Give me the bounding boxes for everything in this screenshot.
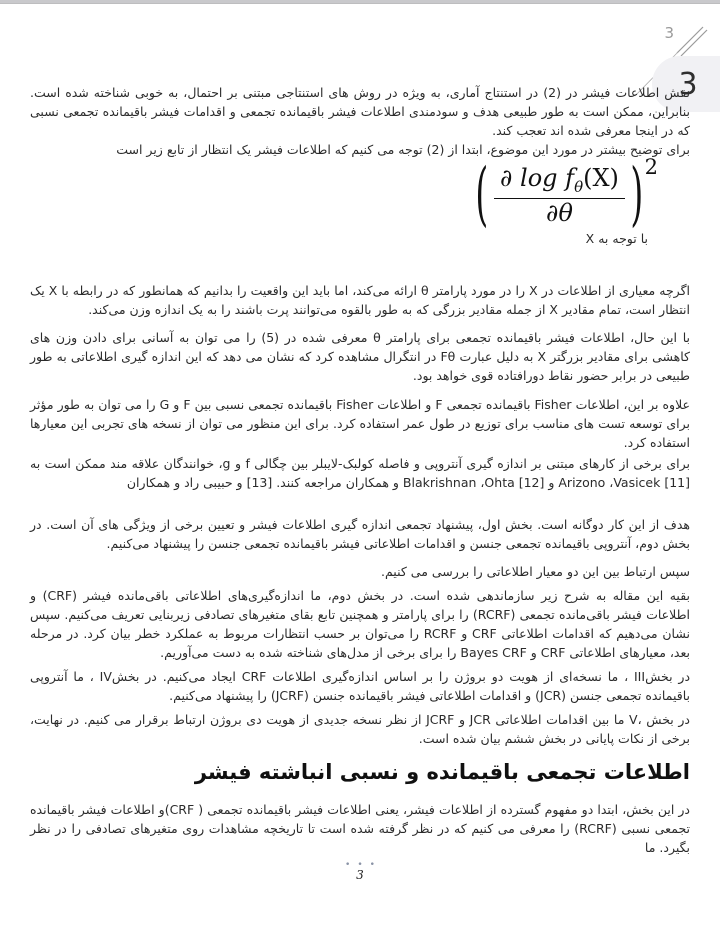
paragraph: در این بخش، ابتدا دو مفهوم گسترده از اطلاعات فیشر، یعنی اطلاعات فیشر باقیمانده تجمعی ( CRF)و اطلاعات فیشر باقیمانده تجمعی نسبی (RCRF) را معرفی می کنیم که در نظر گرفته شده است تا تاریخچه مشاهدات روی متغیرهای تصادفی را در نظر بگیرد. ما: [30, 802, 690, 855]
math-formula: [30, 154, 690, 237]
page-footer: [30, 861, 690, 882]
footer-page-number: 3: [356, 868, 364, 882]
fisher-score-squared-formula: [475, 154, 658, 237]
paragraph: در بخشIII ، ما نسخه‌ای از هویت دو بروژن را بر اساس اندازه‌گیری اطلاعات CRF ایجاد می‌کنیم. در بخشIV ، ما آنتروپی باقیمانده تجمعی جنسن (JCR) و اقدامات اطلاعاتی فیشر باقیمانده جنسن (JCRF) را پیشنهاد می‌کنیم.: [30, 669, 691, 703]
close-paren: ): [630, 155, 644, 237]
paragraph: با این حال، اطلاعات فیشر باقیمانده تجمعی برای پارامتر θ معرفی شده در (5) را می توان به آسانی برای دادن وزن های کاهشی برای مقادیر بزرگتر X به دلیل عبارت Fθ در انتگرال مشاهده کرد که نشان می دهد که این اندازه گیری اطلاعاتی به طور طبیعی در برابر حضور نقاط دورافتاده قوی خواهد بود.: [30, 330, 690, 383]
paragraph: برای توضیح بیشتر در مورد این موضوع، ابتدا از (2) توجه می کنیم که اطلاعات فیشر یک انتظار از تابع زیر است: [116, 142, 690, 157]
corner-page-number: 3: [664, 24, 674, 42]
paragraph: بقیه این مقاله به شرح زیر سازماندهی شده است. در بخش دوم، ما اندازه‌گیری‌های اطلاعاتی باقی‌مانده فیشر (CRF) و اطلاعات فیشر باقی‌مانده تجمعی (RCRF) را برای پارامتر و همچنین تابع بقای متغیرهای تصادفی زیربنایی تعریف می‌کنیم. سپس نشان می‌دهیم که اقدامات اطلاعاتی CRF و RCRF را می‌توان بر حسب انتظارات مربوط به عملکرد خطر بیان کرد. در مرحله بعد، معیارهای اطلاعاتی CRF و Bayes CRF را برای برخی از مدل‌های شناخته شده به دست می‌آوریم.: [30, 588, 691, 660]
exponent: 2: [644, 154, 658, 179]
paragraph: هدف از این کار دوگانه است. بخش اول، پیشنهاد تجمعی اندازه گیری اطلاعات فیشر و تعیین برخی از ویژگی های آن است. در بخش دوم، آنتروپی باقیمانده تجمعی جنسن و اقدامات اطلاعاتی فیشر باقیمانده تجمعی جنسن را پیشنهاد می‌کنیم.: [30, 517, 690, 551]
paragraph: در بخش ،V ما بین اقدامات اطلاعاتی JCR و JCRF از نظر نسخه جدیدی از هویت دی بروژن ارتباط برقرار می کنیم. در نهایت، برخی از نکات پایانی در بخش ششم بیان شده است.: [30, 712, 690, 746]
paragraph: برای برخی از کارهای مبتنی بر اندازه گیری آنتروپی و فاصله کولبک-لایبلر بین چگالی f و g، خوانندگان علاقه مند ممکن است به Arizono ،Vasicek [11] و Blakrishnan ،Ohta [12] و همکاران مراجعه کنند. [13] و حبیبی راد و همکاران: [30, 456, 691, 490]
paragraph: علاوه بر این، اطلاعات Fisher باقیمانده تجمعی F و اطلاعات Fisher باقیمانده تجمعی نسبی بین F و G را می توان به طور مؤثر برای توسعه تست های مناسب برای توزیع در طول عمر استفاده کرد. برای این منظور می توان از نسخه های تجربی این معیارها استفاده کرد.: [30, 397, 690, 450]
section-heading: اطلاعات تجمعی باقیمانده و نسبی انباشته فیشر: [194, 760, 690, 784]
numerator: ∂ $\log f_\theta(X)$: [494, 165, 625, 199]
footer-dots-ornament: •••: [345, 860, 382, 870]
open-paren: (: [475, 155, 489, 237]
page-indicator-number: 3: [678, 66, 698, 102]
paragraph: اگرچه معیاری از اطلاعات در X را در مورد پارامتر θ ارائه می‌کند، اما باید این واقعیت را بدانیم که همانطور که در رابطه با X یک انتظار است، تمام مقادیر X از جمله مقادیر بزرگی که به طور بالقوه می‌توانند پرت باشند را به یک اندازه وزن می‌کند.: [30, 283, 690, 317]
paragraph: نقش اطلاعات فیشر در (2) در استنتاج آماری، به ویژه در روش های استنتاجی مبتنی بر احتمال، به خوبی شناخته شده است. بنابراین، ممکن است به طور طبیعی هدف و سودمندی اطلاعات فیشر باقیمانده تجمعی و اقدامات فیشر باقیمانده تجمعی نسبی که در اینجا معرفی شده اند تعجب کند.: [30, 85, 690, 138]
formula-caption: با توجه به X: [585, 231, 648, 246]
denominator: ∂θ: [546, 198, 573, 227]
paragraph: سپس ارتباط بین این دو معیار اطلاعاتی را بررسی می کنیم.: [381, 564, 690, 579]
fraction: [494, 165, 625, 228]
